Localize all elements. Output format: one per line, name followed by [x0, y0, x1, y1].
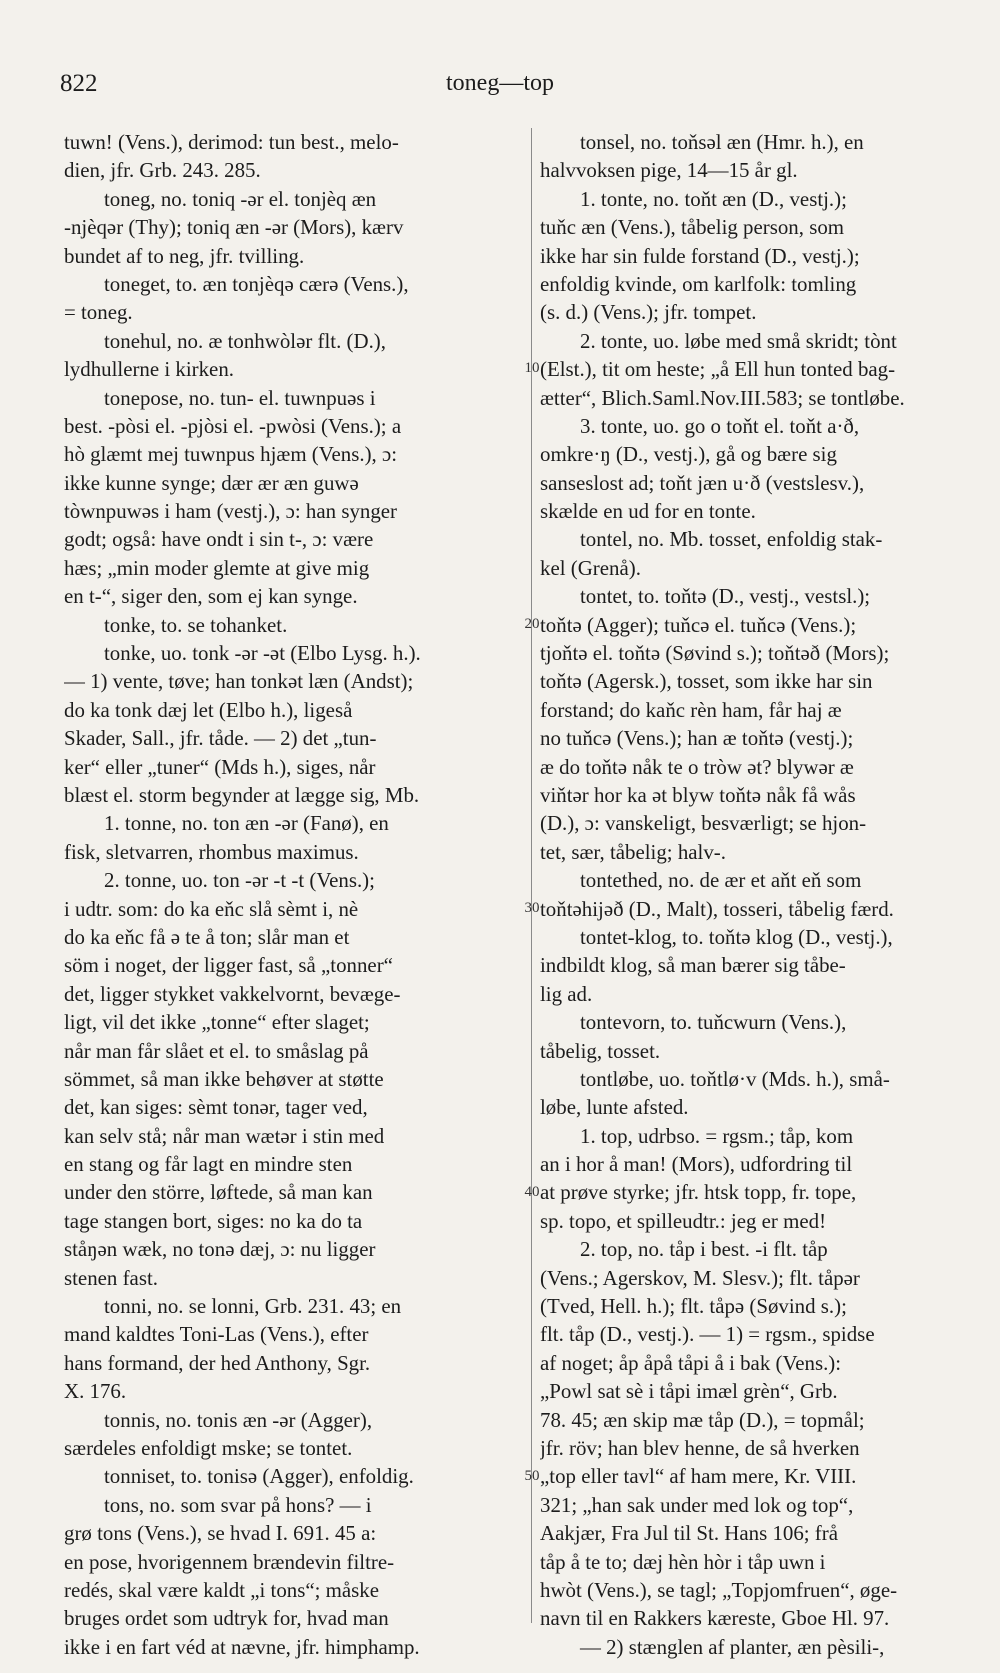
text-line: ikke kunne synge; dær ær æn guwə [64, 470, 359, 495]
column-rule [531, 128, 532, 1623]
text-line: stenen fast. [64, 1265, 158, 1290]
text-line: hò glæmt mej tuwnpus hjæm (Vens.), ɔ: [64, 442, 398, 467]
text-line: tonsel, no. toňsəl æn (Hmr. h.), en [580, 130, 864, 154]
text-line: godt; også: have ondt i sin t-, ɔ: være [64, 527, 374, 552]
text-line: lig ad. [540, 981, 593, 1006]
text-line: ikke i en fart véd at nævne, jfr. himphamp. [64, 1634, 420, 1659]
text-line: best. -pòsi el. -pjòsi el. -pwòsi (Vens.); a [64, 413, 402, 438]
text-line: tòwnpuwəs i ham (vestj.), ɔ: han synger [64, 499, 398, 524]
margin-line-number: 10 [524, 360, 540, 377]
text-line: tontethed, no. de ær et aňt eň som [580, 868, 862, 893]
left-column [64, 128, 522, 1661]
text-line: bundet af to neg, jfr. tvilling. [64, 243, 305, 268]
text-line: tontløbe, uo. toňtlø·v (Mds. h.), små- [580, 1066, 890, 1091]
text-line: af noget; åp åpå tåpi å i bak (Vens.): [540, 1350, 842, 1375]
text-line: tontevorn, to. tuňcwurn (Vens.), [580, 1010, 847, 1035]
text-line: omkre·ŋ (D., vestj.), gå og bære sig [540, 442, 837, 467]
text-line: tet, sær, tåbelig; halv-. [540, 839, 726, 864]
margin-line-number: 40 [524, 1183, 540, 1200]
text-line: tontet, to. toňtə (D., vestj., vestsl.); [580, 584, 871, 609]
text-line: do ka tonk dæj let (Elbo h.), ligeså [64, 697, 353, 722]
text-line: (Vens.; Agerskov, M. Slesv.); flt. tåpər [540, 1265, 860, 1290]
text-line: „Powl sat sè i tåpi imæl grèn“, Grb. [540, 1379, 838, 1404]
text-line: ståŋən wæk, no tonə dæj, ɔ: nu ligger [64, 1237, 376, 1262]
text-line: særdeles enfoldigt mske; se tontet. [64, 1435, 353, 1460]
text-line: hæs; „min moder glemte at give mig [64, 555, 370, 580]
text-line: ætter“, Blich.Saml.Nov.III.583; se tontløbe. [540, 385, 905, 410]
text-line: 2. tonte, uo. løbe med små skridt; tònt [580, 328, 897, 353]
text-line: 321; „han sak under med lok og top“, [540, 1492, 854, 1517]
text-line: bruges ordet som udtryk for, hvad man [64, 1606, 389, 1631]
text-line: — 1) vente, tøve; han tonkət læn (Andst); [64, 669, 414, 694]
text-line: tonni, no. se lonni, Grb. 231. 43; en [104, 1294, 402, 1319]
text-line: an i hor å man! (Mors), udfordring til [540, 1152, 853, 1177]
text-line: det, kan siges: sèmt tonər, tager ved, [64, 1095, 368, 1120]
text-line: kel (Grenå). [540, 555, 641, 580]
text-line: toňtə (Agger); tuňcə el. tuňcə (Vens.); [540, 612, 857, 637]
text-line: 2. top, no. tåp i best. -i flt. tåp [580, 1237, 828, 1262]
text-line: tuwn! (Vens.), derimod: tun best., melo- [64, 130, 399, 154]
text-line: enfoldig kvinde, om karlfolk: tomling [540, 271, 857, 296]
text-line: tuňc æn (Vens.), tåbelig person, som [540, 215, 845, 240]
text-line: 1. top, udrbso. = rgsm.; tåp, kom [580, 1123, 854, 1148]
text-line: skælde en ud for en tonte. [540, 499, 756, 524]
text-line: en stang og får lagt en mindre sten [64, 1152, 353, 1177]
text-line: hwòt (Vens.), se tagl; „Topjomfruen“, øge- [540, 1577, 898, 1602]
text-line: (Elst.), tit om heste; „å Ell hun tonted bag- [540, 357, 896, 382]
text-line: toňtə (Agersk.), tosset, som ikke har sin [540, 669, 873, 694]
text-line: viňtər hor ka ət blyw toňtə nåk få wås [540, 782, 856, 807]
text-line: 1. tonne, no. ton æn -ər (Fanø), en [104, 811, 389, 836]
text-line: ker“ eller „tuner“ (Mds h.), siges, når [64, 754, 376, 779]
text-line: tåp å te to; dæj hèn hòr i tåp uwn i [540, 1549, 826, 1574]
text-line: dien, jfr. Grb. 243. 285. [64, 158, 261, 183]
text-line: tonehul, no. æ tonhwòlər flt. (D.), [104, 328, 386, 353]
text-line: sömmet, så man ikke behøver at støtte [64, 1066, 384, 1091]
text-line: halvvoksen pige, 14—15 år gl. [540, 158, 798, 183]
text-line: sp. topo, et spilleudtr.: jeg er med! [540, 1208, 827, 1233]
text-line: 78. 45; æn skip mæ tåp (D.), = topmål; [540, 1407, 865, 1432]
text-line: redés, skal være kaldt „i tons“; måske [64, 1577, 380, 1602]
text-line: „top eller tavl“ af ham mere, Kr. VIII. [540, 1464, 857, 1489]
text-line: i udtr. som: do ka eňc slå sèmt i, nè [64, 896, 359, 921]
text-line: når man får slået et el. to småslag på [64, 1038, 369, 1063]
text-line: en pose, hvorigennem brændevin filtre- [64, 1549, 395, 1574]
margin-line-number: 20 [524, 615, 540, 632]
text-line: 3. tonte, uo. go o toňt el. toňt a·ð, [580, 413, 860, 438]
text-line: en t-“, siger den, som ej kan synge. [64, 584, 358, 609]
text-line: under den större, løftede, så man kan [64, 1180, 373, 1205]
text-line: løbe, lunte afsted. [540, 1095, 689, 1120]
text-line: blæst el. storm begynder at lægge sig, Mb. [64, 782, 420, 807]
running-head: toneg—top [446, 70, 554, 96]
text-line: tjoňtə el. toňtə (Søvind s.); toňtəð (Mors); [540, 641, 890, 666]
text-line: do ka eňc få ə te å ton; slår man et [64, 924, 350, 949]
text-line: — 2) stænglen af planter, æn pèsili-, [580, 1634, 885, 1659]
text-line: æ do toňtə nåk te o tròw ət? blywər æ [540, 754, 854, 779]
text-line: tåbelig, tosset. [540, 1038, 661, 1063]
right-column [540, 128, 955, 1661]
text-line: toňtəhijəð (D., Malt), tosseri, tåbelig færd. [540, 896, 894, 921]
text-line: tonke, uo. tonk -ər -ət (Elbo Lysg. h.). [104, 641, 421, 666]
text-line: kan selv stå; når man wætər i stin med [64, 1123, 385, 1148]
text-line: lydhullerne i kirken. [64, 357, 234, 382]
text-line: ligt, vil det ikke „tonne“ efter slaget; [64, 1010, 370, 1035]
text-line: flt. tåp (D., vestj.). — 1) = rgsm., spidse [540, 1322, 875, 1347]
text-line: at prøve styrke; jfr. htsk topp, fr. tope, [540, 1180, 857, 1205]
text-line: 1. tonte, no. toňt æn (D., vestj.); [580, 186, 847, 211]
text-line: det, ligger stykket vakkelvornt, bevæge- [64, 981, 401, 1006]
text-line: hans formand, der hed Anthony, Sgr. [64, 1350, 371, 1375]
text-line: (s. d.) (Vens.); jfr. tompet. [540, 300, 757, 325]
text-line: sanseslost ad; toňt jæn u·ð (vestslesv.), [540, 470, 865, 495]
text-line: no tuňcə (Vens.); han æ toňtə (vestj.); [540, 726, 854, 751]
text-line: ikke har sin fulde forstand (D., vestj.); [540, 243, 860, 268]
text-line: söm i noget, der ligger fast, så „tonner“ [64, 953, 393, 978]
page-number: 822 [60, 70, 98, 97]
text-line: tons, no. som svar på hons? — i [104, 1492, 372, 1517]
text-line: tonnis, no. tonis æn -ər (Agger), [104, 1407, 373, 1432]
text-line: toneget, to. æn tonjèqə cærə (Vens.), [104, 271, 409, 296]
margin-line-number: 50 [524, 1467, 540, 1484]
text-line: -njèqər (Thy); toniq æn -ər (Mors), kærv [64, 215, 404, 240]
text-line: toneg, no. toniq -ər el. tonjèq æn [104, 186, 377, 211]
text-line: indbildt klog, så man bærer sig tåbe- [540, 953, 846, 978]
text-line: tontel, no. Mb. tosset, enfoldig stak- [580, 527, 883, 552]
text-line: (D.), ɔ: vanskeligt, besværligt; se hjon- [540, 811, 867, 836]
text-line: tonke, to. se tohanket. [104, 612, 288, 637]
text-line: fisk, sletvarren, rhombus maximus. [64, 839, 359, 864]
text-line: X. 176. [64, 1379, 127, 1404]
text-line: Skader, Sall., jfr. tåde. — 2) det „tun- [64, 726, 377, 751]
text-line: mand kaldtes Toni-Las (Vens.), efter [64, 1322, 369, 1347]
text-line: navn til en Rakkers kæreste, Gboe Hl. 97. [540, 1606, 890, 1631]
text-line: 2. tonne, uo. ton -ər -t -t (Vens.); [104, 868, 375, 893]
text-line: tonniset, to. tonisə (Agger), enfoldig. [104, 1464, 414, 1489]
text-line: tontet-klog, to. toňtə klog (D., vestj.), [580, 924, 893, 949]
margin-line-number: 30 [524, 899, 540, 916]
text-line: jfr. röv; han blev henne, de så hverken [540, 1435, 860, 1460]
text-line: (Tved, Hell. h.); flt. tåpə (Søvind s.); [540, 1294, 847, 1319]
text-line: = toneg. [64, 300, 133, 325]
text-line: tage stangen bort, siges: no ka do ta [64, 1208, 363, 1233]
text-line: Aakjær, Fra Jul til St. Hans 106; frå [540, 1521, 838, 1546]
text-line: forstand; do kaňc rèn ham, får haj æ [540, 697, 842, 722]
text-line: tonepose, no. tun- el. tuwnpuəs i [104, 385, 376, 410]
text-line: grø tons (Vens.), se hvad I. 691. 45 a: [64, 1521, 377, 1546]
